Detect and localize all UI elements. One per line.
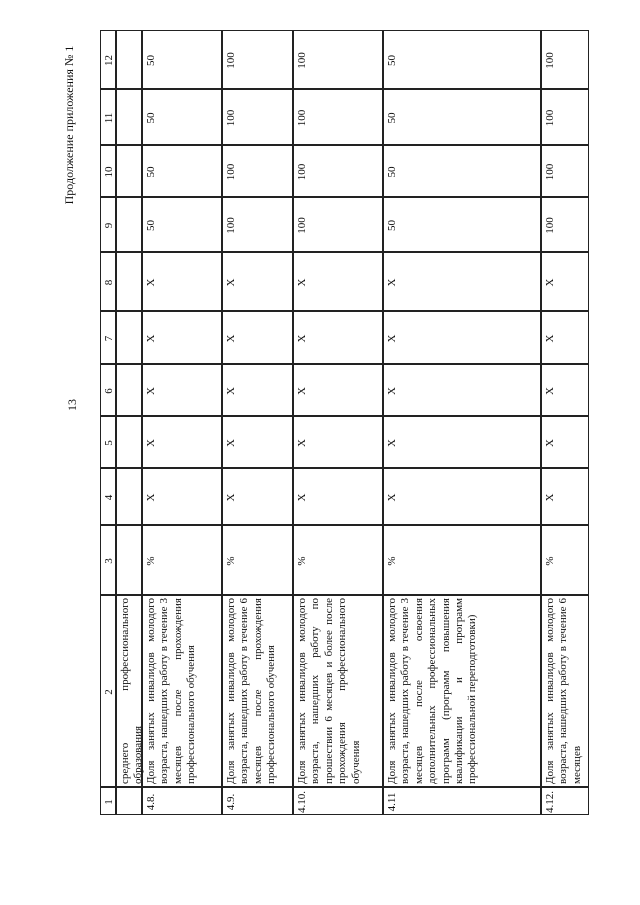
table-cell (142, 416, 222, 468)
table-cell-text: 100 (544, 217, 556, 234)
table-cell (541, 30, 589, 89)
table-cell-text: 4.12. (544, 791, 556, 813)
table-cell (142, 252, 222, 311)
table-cell (383, 468, 541, 525)
table-cell-text: X (386, 334, 398, 343)
table-cell (383, 364, 541, 416)
table-cell-text: X (225, 493, 237, 502)
table-cell-text: % (296, 556, 308, 566)
table-cell (142, 525, 222, 595)
table-cell-text: 50 (145, 112, 157, 124)
column-header-11 (100, 89, 116, 145)
table-cell (222, 468, 293, 525)
table-cell-text: X (145, 334, 157, 343)
table-cell (222, 311, 293, 364)
column-header-1 (100, 787, 116, 815)
table-cell (383, 89, 541, 145)
table-cell (142, 364, 222, 416)
table-cell (541, 311, 589, 364)
table-cell (142, 89, 222, 145)
column-header-9-text: 9 (103, 222, 115, 229)
table-cell (116, 787, 142, 815)
table-cell (293, 30, 383, 89)
table-cell (116, 145, 142, 197)
table-cell-text: 100 (296, 217, 308, 234)
column-header-12 (100, 30, 116, 89)
table-cell (142, 787, 222, 815)
table-cell-text: X (544, 278, 556, 287)
table-cell-text: X (225, 334, 237, 343)
table-cell (541, 89, 589, 145)
table-cell-text: 100 (296, 52, 308, 69)
table-cell (222, 197, 293, 252)
table-cell-text: 50 (145, 55, 157, 66)
table-cell-text: % (544, 556, 556, 566)
table-cell (222, 89, 293, 145)
table-cell-text (117, 31, 143, 90)
table-cell-text: X (145, 387, 157, 395)
column-header-6-text: 6 (103, 388, 115, 394)
table-cell-text (117, 469, 143, 526)
table-cell (293, 595, 383, 787)
table-cell-text: % (386, 556, 398, 566)
table-cell-text: X (145, 493, 157, 502)
table-cell-text (117, 417, 143, 469)
column-header-3-text: 3 (103, 558, 115, 564)
table-cell-text: X (296, 493, 308, 502)
table-cell (142, 595, 222, 787)
table-cell-text (117, 365, 143, 417)
table-cell-text: 50 (386, 55, 398, 66)
table-cell-text: 100 (225, 163, 237, 181)
table-cell (293, 311, 383, 364)
column-header-10-text: 10 (103, 166, 115, 178)
table-cell-text: 4.9. (225, 793, 237, 811)
table-cell (222, 30, 293, 89)
table-cell (541, 468, 589, 525)
table-cell (116, 89, 142, 145)
table-cell (293, 197, 383, 252)
table-cell-text: 100 (225, 52, 237, 69)
table-cell (142, 468, 222, 525)
table-cell-text: Доля занятых инвалидов молодого возраста, нашедших работу в течение 6 месяцев (544, 598, 583, 784)
table-cell (541, 197, 589, 252)
column-header-6 (100, 364, 116, 416)
column-header-5-text: 5 (103, 440, 115, 446)
table-cell (383, 787, 541, 815)
table-cell-text: Доля занятых инвалидов молодого возраста, нашедших работу в течение 3 месяцев после освоения дополнительных профессиональных программ (программ повышения квалификации и программ профессиональной переподготовки) (386, 598, 479, 784)
table-cell-text: 100 (296, 163, 308, 181)
table-cell (293, 525, 383, 595)
table-cell-text: X (386, 493, 398, 502)
table-cell (222, 252, 293, 311)
column-header-4 (100, 468, 116, 525)
table-cell (293, 89, 383, 145)
table-cell (222, 787, 293, 815)
table-cell-text: X (145, 439, 157, 447)
column-header-3 (100, 525, 116, 595)
table-cell-text: Доля занятых инвалидов молодого возраста, нашедших работу в течение 3 месяцев после прохождения профессионального обучения (145, 598, 198, 784)
column-header-12-text: 12 (103, 55, 115, 66)
table-cell-text: X (225, 439, 237, 447)
table-cell-text: X (296, 278, 308, 287)
table-cell (541, 252, 589, 311)
table-cell (116, 525, 142, 595)
table-cell (383, 525, 541, 595)
table-cell-text: X (544, 387, 556, 395)
table-cell-text: X (544, 439, 556, 447)
table-cell (116, 416, 142, 468)
table-cell-text: X (225, 278, 237, 287)
table-cell (116, 468, 142, 525)
table-cell-text: X (386, 387, 398, 395)
table-cell-text: X (296, 334, 308, 343)
table-cell-text: 50 (386, 166, 398, 178)
table-cell (222, 364, 293, 416)
table-cell (222, 416, 293, 468)
table-cell (116, 252, 142, 311)
table-cell (541, 145, 589, 197)
table-cell-text: X (386, 278, 398, 287)
table-cell (222, 595, 293, 787)
table-cell (383, 252, 541, 311)
table-cell-text: X (544, 493, 556, 502)
table-cell (116, 197, 142, 252)
table-cell (541, 364, 589, 416)
column-header-11-text: 11 (103, 112, 115, 124)
table-cell-text (117, 90, 143, 146)
table-cell (116, 595, 145, 787)
table-cell-text: X (296, 387, 308, 395)
table-cell (116, 364, 142, 416)
table-cell-text: 50 (386, 112, 398, 124)
table-cell-text: X (544, 334, 556, 343)
table-cell-text: 100 (544, 163, 556, 181)
table-cell-text: 100 (296, 109, 308, 127)
table-cell-text (117, 146, 143, 198)
table-cell-text: X (145, 278, 157, 287)
column-header-9 (100, 197, 116, 252)
continuation-note: Продолжение приложения № 1 (62, 45, 76, 205)
table-cell (222, 525, 293, 595)
table-cell-text: 50 (145, 166, 157, 178)
table-cell-text: % (145, 556, 157, 566)
table-cell (222, 145, 293, 197)
table-cell (383, 197, 541, 252)
table-cell (142, 30, 222, 89)
continuation-note-host (57, 10, 81, 240)
table-cell (383, 30, 541, 89)
column-header-7-text: 7 (103, 335, 115, 342)
table-cell (541, 525, 589, 595)
table-cell-text (117, 253, 143, 312)
column-header-8 (100, 252, 116, 311)
column-header-10 (100, 145, 116, 197)
table-cell-text: % (225, 556, 237, 566)
table-cell-text: X (225, 387, 237, 395)
table-cell-text: 100 (544, 52, 556, 69)
table-cell (142, 145, 222, 197)
column-header-4-text: 4 (103, 494, 115, 501)
table-cell (293, 364, 383, 416)
column-header-5 (100, 416, 116, 468)
table-cell (541, 595, 589, 787)
column-header-2-text: 2 (103, 689, 115, 695)
table-cell-text: 100 (544, 109, 556, 127)
table-cell (142, 311, 222, 364)
table-cell-text: X (296, 439, 308, 447)
table-cell (541, 787, 589, 815)
table-cell (383, 311, 541, 364)
table-cell (293, 468, 383, 525)
column-header-8-text: 8 (103, 279, 115, 286)
table-cell (142, 197, 222, 252)
table-cell-text (117, 788, 143, 816)
table-cell-text: 50 (145, 220, 157, 231)
table-cell (383, 416, 541, 468)
table-cell-text: Доля занятых инвалидов молодого возраста, нашедших работу по прошествии 6 месяцев и более после прохождения профессионального обучения (296, 598, 362, 784)
table-cell-text: 4.8. (145, 793, 157, 811)
table-cell (116, 311, 142, 364)
table-cell-text: 4.10. (296, 791, 308, 813)
table-cell-text: X (386, 439, 398, 447)
table-cell-text: Доля занятых инвалидов молодого возраста, нашедших работу в течение 6 месяцев после прохождения профессионального обучения (225, 598, 278, 784)
table-cell (293, 787, 383, 815)
table-cell-text: 50 (386, 220, 398, 231)
table-cell-text (117, 526, 143, 596)
column-header-1-text: 1 (103, 799, 115, 805)
table-cell (383, 595, 541, 787)
column-header-7 (100, 311, 116, 364)
table-cell-text: 100 (225, 217, 237, 234)
table-cell-text (117, 312, 143, 365)
table-cell-text: среднего профессионального образования (119, 598, 145, 784)
table-cell (293, 252, 383, 311)
column-header-2 (100, 595, 116, 787)
table-cell-text (117, 198, 143, 253)
table-cell (116, 30, 142, 89)
table-cell (541, 416, 589, 468)
page-number: 13 (65, 399, 79, 411)
table-cell-text: 4.11 (386, 792, 398, 812)
table-cell (293, 416, 383, 468)
table-cell (383, 145, 541, 197)
table-cell-text: 100 (225, 109, 237, 127)
table-cell (293, 145, 383, 197)
